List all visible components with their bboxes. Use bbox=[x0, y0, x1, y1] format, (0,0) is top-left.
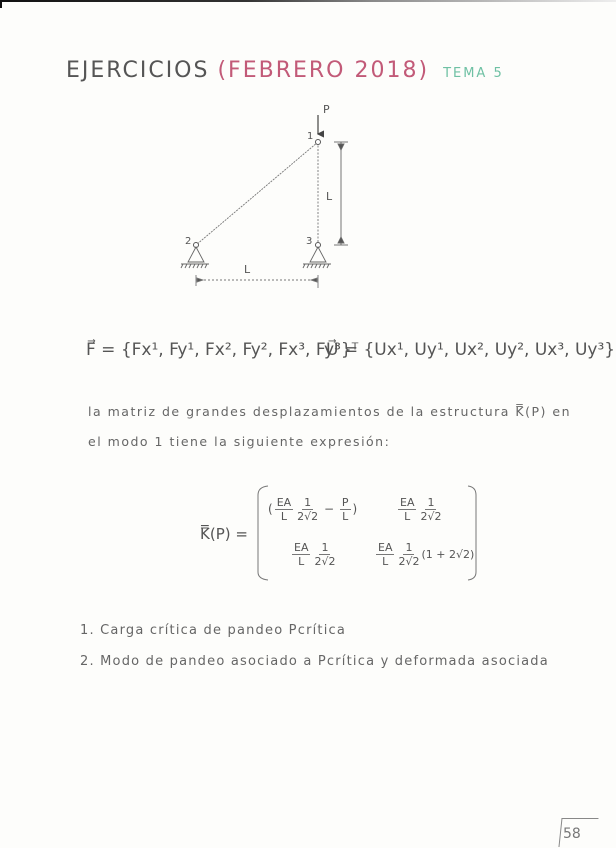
load-label: P bbox=[323, 103, 331, 116]
page-number: 58 bbox=[563, 826, 581, 842]
node-label-3: 3 bbox=[306, 236, 314, 247]
matrix-cell-21: $\frac{EA}{L}$ $\frac{1}{2√2}$ bbox=[294, 541, 336, 568]
matrix-cell-12: $\frac{EA}{L}$ $\frac{1}{2√2}$ bbox=[400, 496, 442, 523]
node-label-2: 2 bbox=[185, 236, 193, 247]
node-label-1: 1 bbox=[307, 131, 315, 142]
vertical-dim-label: L bbox=[326, 190, 334, 203]
matrix-cell-11: ( $\frac{EA}{L}$ $\frac{1}{2√2}$ − $\frac{P}{L}$ ) bbox=[268, 496, 358, 523]
matrix-label: K̿(P) = bbox=[200, 525, 248, 543]
title-main: EJERCICIOS bbox=[66, 58, 210, 83]
paragraph-line-1: la matriz de grandes desplazamientos de la estructura K̿(P) en bbox=[88, 404, 571, 419]
task-1: 1. Carga crítica de pandeo Pcrítica bbox=[80, 623, 347, 638]
displacement-vector: U⃗ = {Ux¹, Uy¹, Ux², Uy², Ux³, Uy³} bbox=[326, 340, 616, 360]
paragraph-line-2: el modo 1 tiene la siguiente expresión: bbox=[88, 434, 391, 449]
matrix-cell-22: $\frac{EA}{L}$ $\frac{1}{2√2}$ (1 + 2√2) bbox=[378, 541, 475, 568]
horizontal-dim-label: L bbox=[244, 263, 252, 276]
title-topic: TEMA 5 bbox=[443, 66, 504, 81]
title-date: (FEBRERO 2018) bbox=[217, 58, 430, 83]
force-vector: F⃗ = {Fx¹, Fy¹, Fx², Fy², Fx³, Fy³}ᵀ bbox=[86, 340, 359, 360]
task-2: 2. Modo de pandeo asociado a Pcrítica y deformada asociada bbox=[80, 654, 549, 669]
